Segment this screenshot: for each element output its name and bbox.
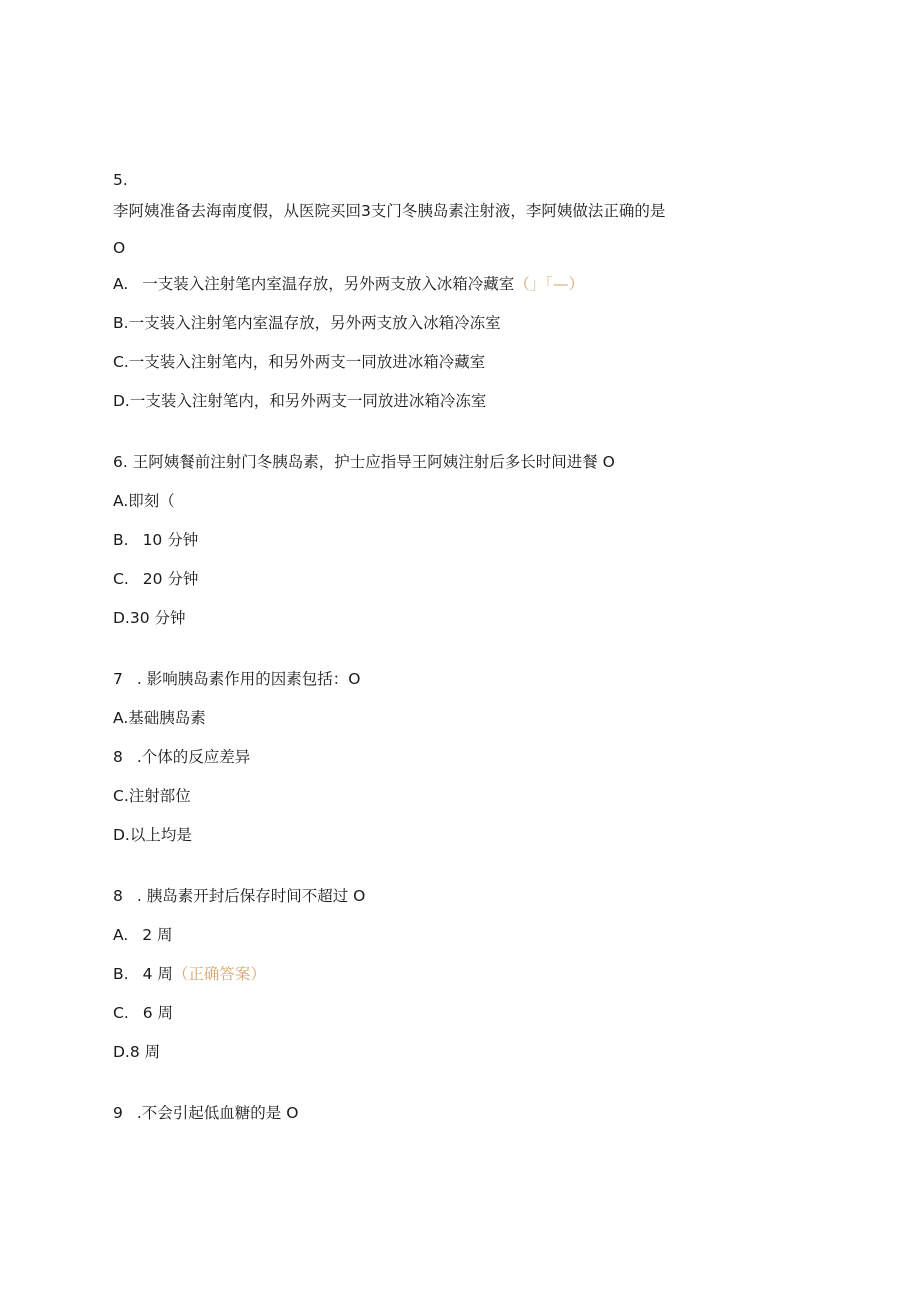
question-7-option-b: 8 .个体的反应差异: [113, 748, 251, 766]
question-6-option-a: A.即刻（: [113, 492, 175, 510]
question-8-option-b: B. 4 周（正确答案）: [113, 965, 266, 983]
question-5-option-b: B.一支装入注射笔内室温存放，另外两支放入冰箱冷冻室: [113, 314, 501, 332]
correct-answer-mark: （正确答案）: [172, 965, 266, 983]
question-8-option-c: C. 6 周: [113, 1004, 174, 1022]
question-5-number: 5.: [113, 171, 128, 189]
question-6-option-c: C. 20 分钟: [113, 570, 199, 588]
question-6-option-d: D.30 分钟: [113, 609, 186, 627]
question-8-stem: 8 . 胰岛素开封后保存时间不超过 O: [113, 887, 366, 905]
correct-answer-mark: （」「—）: [514, 275, 585, 293]
question-5-option-c: C.一支装入注射笔内，和另外两支一同放进冰箱冷藏室: [113, 353, 486, 371]
question-8-option-a: A. 2 周: [113, 926, 173, 944]
question-7-option-c: C.注射部位: [113, 787, 191, 805]
question-5-stem: 李阿姨准备去海南度假，从医院买回3支门冬胰岛素注射液，李阿姨做法正确的是: [113, 202, 666, 220]
question-9-stem: 9 .不会引起低血糖的是 O: [113, 1104, 299, 1122]
question-5-option-d: D.一支装入注射笔内，和另外两支一同放进冰箱冷冻室: [113, 392, 487, 410]
question-5-stem-tail: O: [113, 239, 126, 257]
question-7-option-a: A.基础胰岛素: [113, 709, 206, 727]
question-6-stem: 6. 王阿姨餐前注射门冬胰岛素，护士应指导王阿姨注射后多长时间进餐 O: [113, 453, 615, 471]
question-8-option-d: D.8 周: [113, 1043, 161, 1061]
question-6-option-b: B. 10 分钟: [113, 531, 199, 549]
question-5-option-a: A. 一支装入注射笔内室温存放，另外两支放入冰箱冷藏室（」「—）: [113, 275, 585, 293]
question-7-option-d: D.以上均是: [113, 826, 192, 844]
question-7-stem: 7 . 影响胰岛素作用的因素包括：O: [113, 670, 361, 688]
